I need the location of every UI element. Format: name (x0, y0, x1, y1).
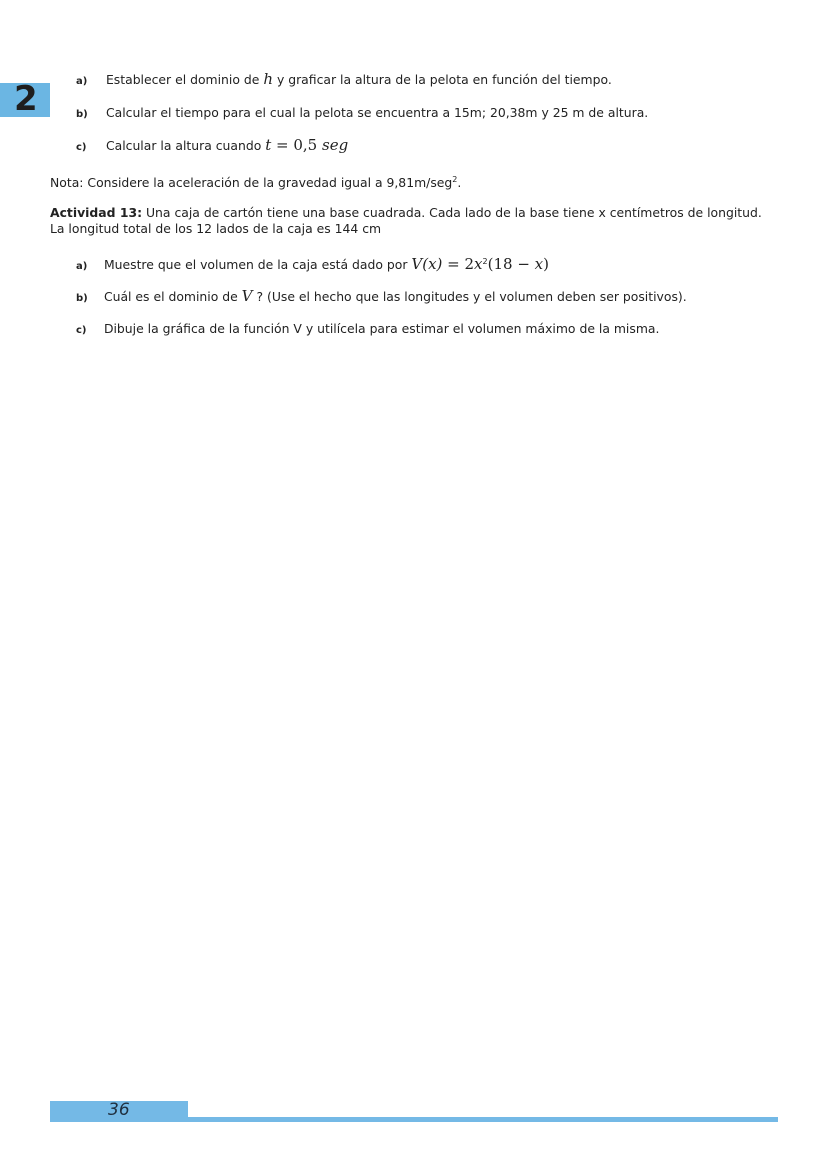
note-sup: 2 (452, 175, 458, 184)
item-text: Establecer el dominio de (105, 72, 260, 87)
activity-text: Una caja de cartón tiene una base cuadrada. Cada lado de la base tiene x centímetros de longitud. (142, 205, 762, 220)
activity13-intro-line2 (50, 221, 381, 237)
volume-formula: $V(x) = 2x^2(18 - x)$ (411, 255, 549, 274)
item-marker: c) (76, 142, 87, 153)
gravity-note (50, 172, 461, 191)
item-marker: c) (76, 325, 87, 336)
item-marker: b) (76, 293, 88, 304)
math-h: h (263, 70, 273, 88)
activity-text: La longitud total de los 12 lados de la caja es 144 cm (50, 221, 382, 236)
item-a-activity12 (76, 71, 612, 90)
footer-rule (188, 1117, 778, 1122)
item-b-activity12 (76, 105, 648, 123)
item-text: Calcular la altura cuando (105, 138, 262, 153)
item-text: Calcular el tiempo para el cual la pelota se encuentra a 15m; 20,38m y 25 m de altura. (105, 105, 649, 120)
item-text: ? (Use el hecho que las longitudes y el volumen deben ser positivos). (256, 289, 687, 304)
item-b-activity13 (76, 288, 687, 307)
item-a-activity13 (76, 254, 549, 275)
math-v: V (241, 287, 253, 305)
math-unit: seg (322, 136, 349, 154)
note-end: . (457, 175, 462, 191)
page-number: 36 (108, 1100, 130, 1120)
item-c-activity12 (76, 137, 348, 156)
activity-title: Actividad 13: (50, 205, 143, 220)
item-marker: a) (76, 261, 88, 273)
item-text: Dibuje la gráfica de la función V y utilícela para estimar el volumen máximo de la misma. (103, 321, 660, 336)
item-marker: b) (76, 109, 88, 120)
note-text: Nota: Considere la aceleración de la gravedad igual a 9,81m/seg (50, 175, 453, 191)
item-marker: a) (76, 76, 88, 87)
item-text: Cuál es el dominio de (103, 289, 238, 304)
item-c-activity13 (76, 321, 659, 339)
math-value: = 0,5 (271, 136, 322, 154)
math-t: t (265, 136, 272, 154)
chapter-number: 2 (14, 79, 38, 119)
item-text: y graficar la altura de la pelota en función del tiempo. (276, 72, 612, 87)
item-text: Muestre que el volumen de la caja está dado por (103, 257, 408, 273)
activity13-intro-line1 (50, 205, 762, 221)
